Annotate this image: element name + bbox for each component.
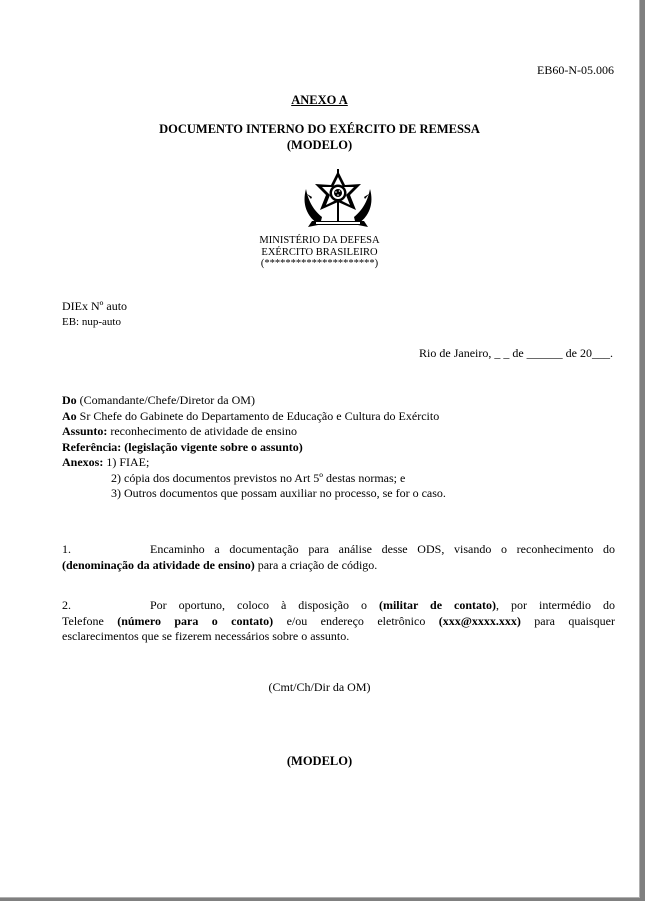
field-assunto — [62, 424, 446, 440]
ministry-name: MINISTÉRIO DA DEFESA — [259, 235, 380, 246]
paragraph-1-bold: (denominação da atividade de ensino) — [62, 557, 255, 572]
field-do-value: (Comandante/Chefe/Diretor da OM) — [79, 393, 255, 407]
paragraph-2-text: Telefone — [62, 613, 118, 628]
field-referencia — [62, 440, 446, 456]
paragraph-1-number: 1. — [62, 542, 71, 556]
field-assunto-label: Assunto: — [62, 424, 108, 438]
field-do-label: Do — [62, 393, 77, 407]
field-anexos-label: Anexos: — [62, 455, 104, 469]
header-fields — [62, 393, 446, 502]
paragraph-2-line-2 — [62, 614, 615, 630]
paragraph-2-text: para quaisquer — [520, 613, 615, 628]
field-assunto-value: reconhecimento de atividade de ensino — [110, 424, 297, 438]
paragraph-1-line-2 — [62, 558, 615, 574]
footer-model-label: (MODELO) — [286, 754, 353, 768]
document-subtitle: (MODELO) — [286, 138, 353, 152]
field-ao — [62, 409, 446, 425]
document-title: DOCUMENTO INTERNO DO EXÉRCITO DE REMESSA — [159, 122, 480, 136]
paragraph-2 — [62, 598, 615, 645]
date-line: Rio de Janeiro, _ _ de ______ de 20___. — [419, 346, 613, 360]
field-referencia-label: Referência: — [62, 439, 122, 454]
paragraph-2-line-1 — [62, 598, 615, 614]
anexo-item: 3) Outros documentos que possam auxiliar no processo, se for o caso. — [111, 486, 446, 500]
paragraph-1 — [62, 542, 615, 573]
field-ao-value: Sr Chefe do Gabinete do Departamento de Educação e Cultura do Exército — [79, 408, 440, 423]
field-ao-label: Ao — [62, 408, 77, 423]
paragraph-1-text: Encaminho a documentação para análise desse ODS, visando o reconhecimento do — [150, 542, 615, 556]
field-anexos — [62, 455, 446, 471]
organization-header — [0, 235, 639, 270]
field-do — [62, 393, 446, 409]
paragraph-2-line-3: esclarecimentos que se fizerem necessários sobre o assunto. — [62, 629, 350, 643]
paragraph-2-bold-email: (xxx@xxxx.xxx) — [438, 613, 521, 628]
paragraph-2-text: e/ou endereço eletrônico — [273, 613, 439, 628]
paragraph-2-text: , por intermédio do — [496, 598, 615, 612]
document-code: EB60-N-05.006 — [537, 63, 614, 77]
paragraph-1-rest: para a criação de código. — [254, 557, 378, 572]
field-referencia-value: (legislação vigente sobre o assunto) — [124, 439, 303, 454]
paragraph-2-bold-phone: (número para o contato) — [117, 613, 274, 628]
army-name: EXÉRCITO BRASILEIRO — [261, 246, 378, 258]
unit-placeholder: (*********************) — [260, 258, 379, 269]
annex-title: ANEXO A — [291, 93, 348, 107]
paragraph-1-line-1 — [62, 542, 615, 558]
diex-number: DIEx Nº auto — [62, 299, 128, 313]
anexo-item: 1) FIAE; — [106, 455, 150, 469]
signature-line: (Cmt/Ch/Dir da OM) — [268, 680, 371, 694]
brazil-coat-of-arms-icon — [300, 167, 376, 233]
anexo-item: 2) cópia dos documentos previstos no Art 5º destas normas; e — [111, 470, 406, 485]
eb-number: EB: nup-auto — [62, 316, 121, 328]
paragraph-2-bold-contact: (militar de contato) — [378, 598, 497, 612]
paragraph-2-number: 2. — [62, 598, 71, 612]
paragraph-2-text: Por oportuno, coloco à disposição o — [150, 598, 379, 612]
